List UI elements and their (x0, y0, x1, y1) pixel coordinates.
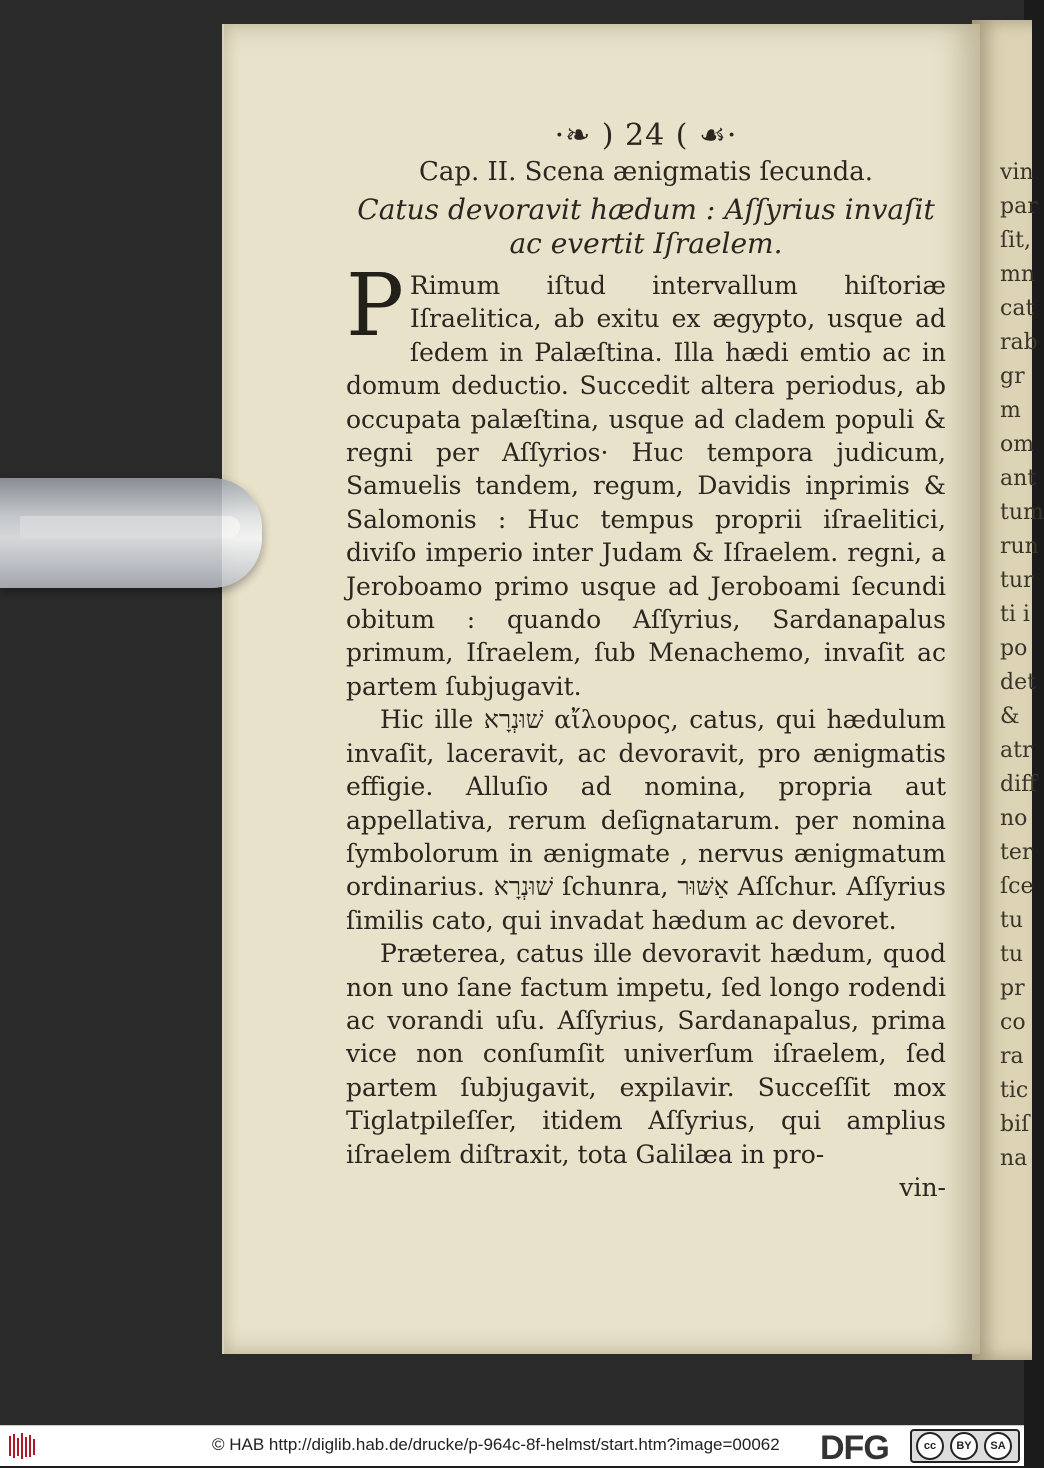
facing-page-fragment: run (1000, 534, 1039, 559)
facing-page-fragment: vin (1000, 160, 1034, 185)
facing-page-fragment: ra (1000, 1044, 1024, 1069)
facing-page-fragment: mn (1000, 262, 1036, 287)
viewer-footer (0, 1425, 1024, 1466)
license-badge[interactable] (910, 1429, 1020, 1463)
facing-page-fragment: ti i (1000, 602, 1030, 627)
facing-page-fragment: cat (1000, 296, 1035, 321)
facing-page-fragment: ant (1000, 466, 1037, 491)
facing-page-fragment: gr (1000, 364, 1025, 389)
facing-page-fragment: det (1000, 670, 1036, 695)
paragraph-2: Hic ille שׁוּנְרָא αἴλουρος, catus, qui hædulum invaſit, laceravit, ac devoravit, pro ænigmatis effigie. Alluſio ad nomina, propria aut appellativa, rerum deſignatarum. per nomina ſymbolorum in ænigmate , nervus ænigmatum ordinarius. שׁוּנְרָא ſchunra, אַשּׁוּר Aſſchur. Aſſyrius ſimilis cato, qui invadat hædum ac devoret. (346, 705, 947, 935)
cc-icon: cc (916, 1432, 944, 1460)
facing-page-fragment: tu (1000, 908, 1024, 933)
facing-page-fragment: co (1000, 1010, 1026, 1035)
by-icon: BY (950, 1432, 978, 1460)
facing-page-fragment: tur (1000, 568, 1034, 593)
facing-page-fragment: biſ (1000, 1112, 1030, 1137)
facing-page-fragment: & (1000, 704, 1020, 729)
facing-page-fragment: ſit, (1000, 228, 1032, 253)
book-clip (0, 478, 262, 588)
running-header: ·❧ ) 24 ( ☙· (554, 118, 738, 153)
chapter-heading: Cap. II. Scena ænigmatis ſecunda. (418, 157, 874, 187)
facing-page-fragment: na (1000, 1146, 1028, 1171)
page-text (346, 118, 946, 1204)
sa-icon: SA (984, 1432, 1012, 1460)
copyright-link[interactable]: © HAB http://diglib.hab.de/drucke/p-964c-8f-helmst/start.htm?image=00062 (212, 1435, 780, 1454)
facing-page-fragment: po (1000, 636, 1028, 661)
facing-page-fragment: tu (1000, 942, 1024, 967)
facing-page-fragment: rab (1000, 330, 1038, 355)
facing-page-fragment: pr (1000, 976, 1025, 1001)
facing-page-fragment: om (1000, 432, 1035, 457)
facing-page-fragment: atr (1000, 738, 1033, 763)
facing-page-fragment: ter (1000, 840, 1033, 865)
hab-logo-icon (8, 1432, 38, 1460)
facing-page-fragment: par (1000, 194, 1038, 219)
paragraph-1 (346, 256, 946, 703)
paragraph-3: Præterea, catus ille devoravit hædum, quod non uno ſane factum impetu, ſed longo rodendi ac vorandi uſu. Aſſyrius, Sardanapalus, prima vice non conſumſit univerſum iſraelem, ſed partem ſubjugavit, expilavir. Succeſſit mox Tiglatpileſſer, itidem Aſſyrius, qui amplius iſraelem diſtraxit, tota Galilæa in pro- (346, 939, 946, 1169)
facing-page-fragment: no (1000, 806, 1028, 831)
facing-page-fragment: ſce (1000, 874, 1034, 899)
facing-page-fragment: diff (1000, 772, 1037, 797)
facing-page-edge (972, 20, 1044, 1360)
paragraph-1-text: Rimum iſtud intervallum hiſtoriæ Iſraelitica, ab exitu ex ægypto, usque ad ſedem in Palæſtina. Illa hædi emtio ac in domum deductio. Succedit altera periodus, ab occupata palæſtina, usque ad cladem populi & regni per Aſſyrios· Huc tempora judicum, Samuelis tandem, regum, Davidis inprimis & Salomonis : Huc tempus proprii iſraelitici, diviſo imperio inter Judam & Iſraelem. regni, a Jeroboamo primo usque ad Jeroboami ſecundi obitum : quando Aſſyrius, Sardanapalus primum, Iſraelem, ſub Menachemo, invaſit ac partem ſubjugavit. (346, 271, 946, 701)
chapter-subtitle: Catus devoravit hædum : Aſſyrius invaſit ac evertit Iſraelem. (357, 193, 935, 260)
drop-cap: P (346, 256, 404, 356)
facing-page-fragment: tum (1000, 500, 1044, 525)
catchword: vin- (899, 1172, 946, 1202)
facing-page-fragment: tic (1000, 1078, 1029, 1103)
facing-page-fragment: m (1000, 398, 1021, 423)
dfg-logo: DFG (820, 1429, 889, 1467)
